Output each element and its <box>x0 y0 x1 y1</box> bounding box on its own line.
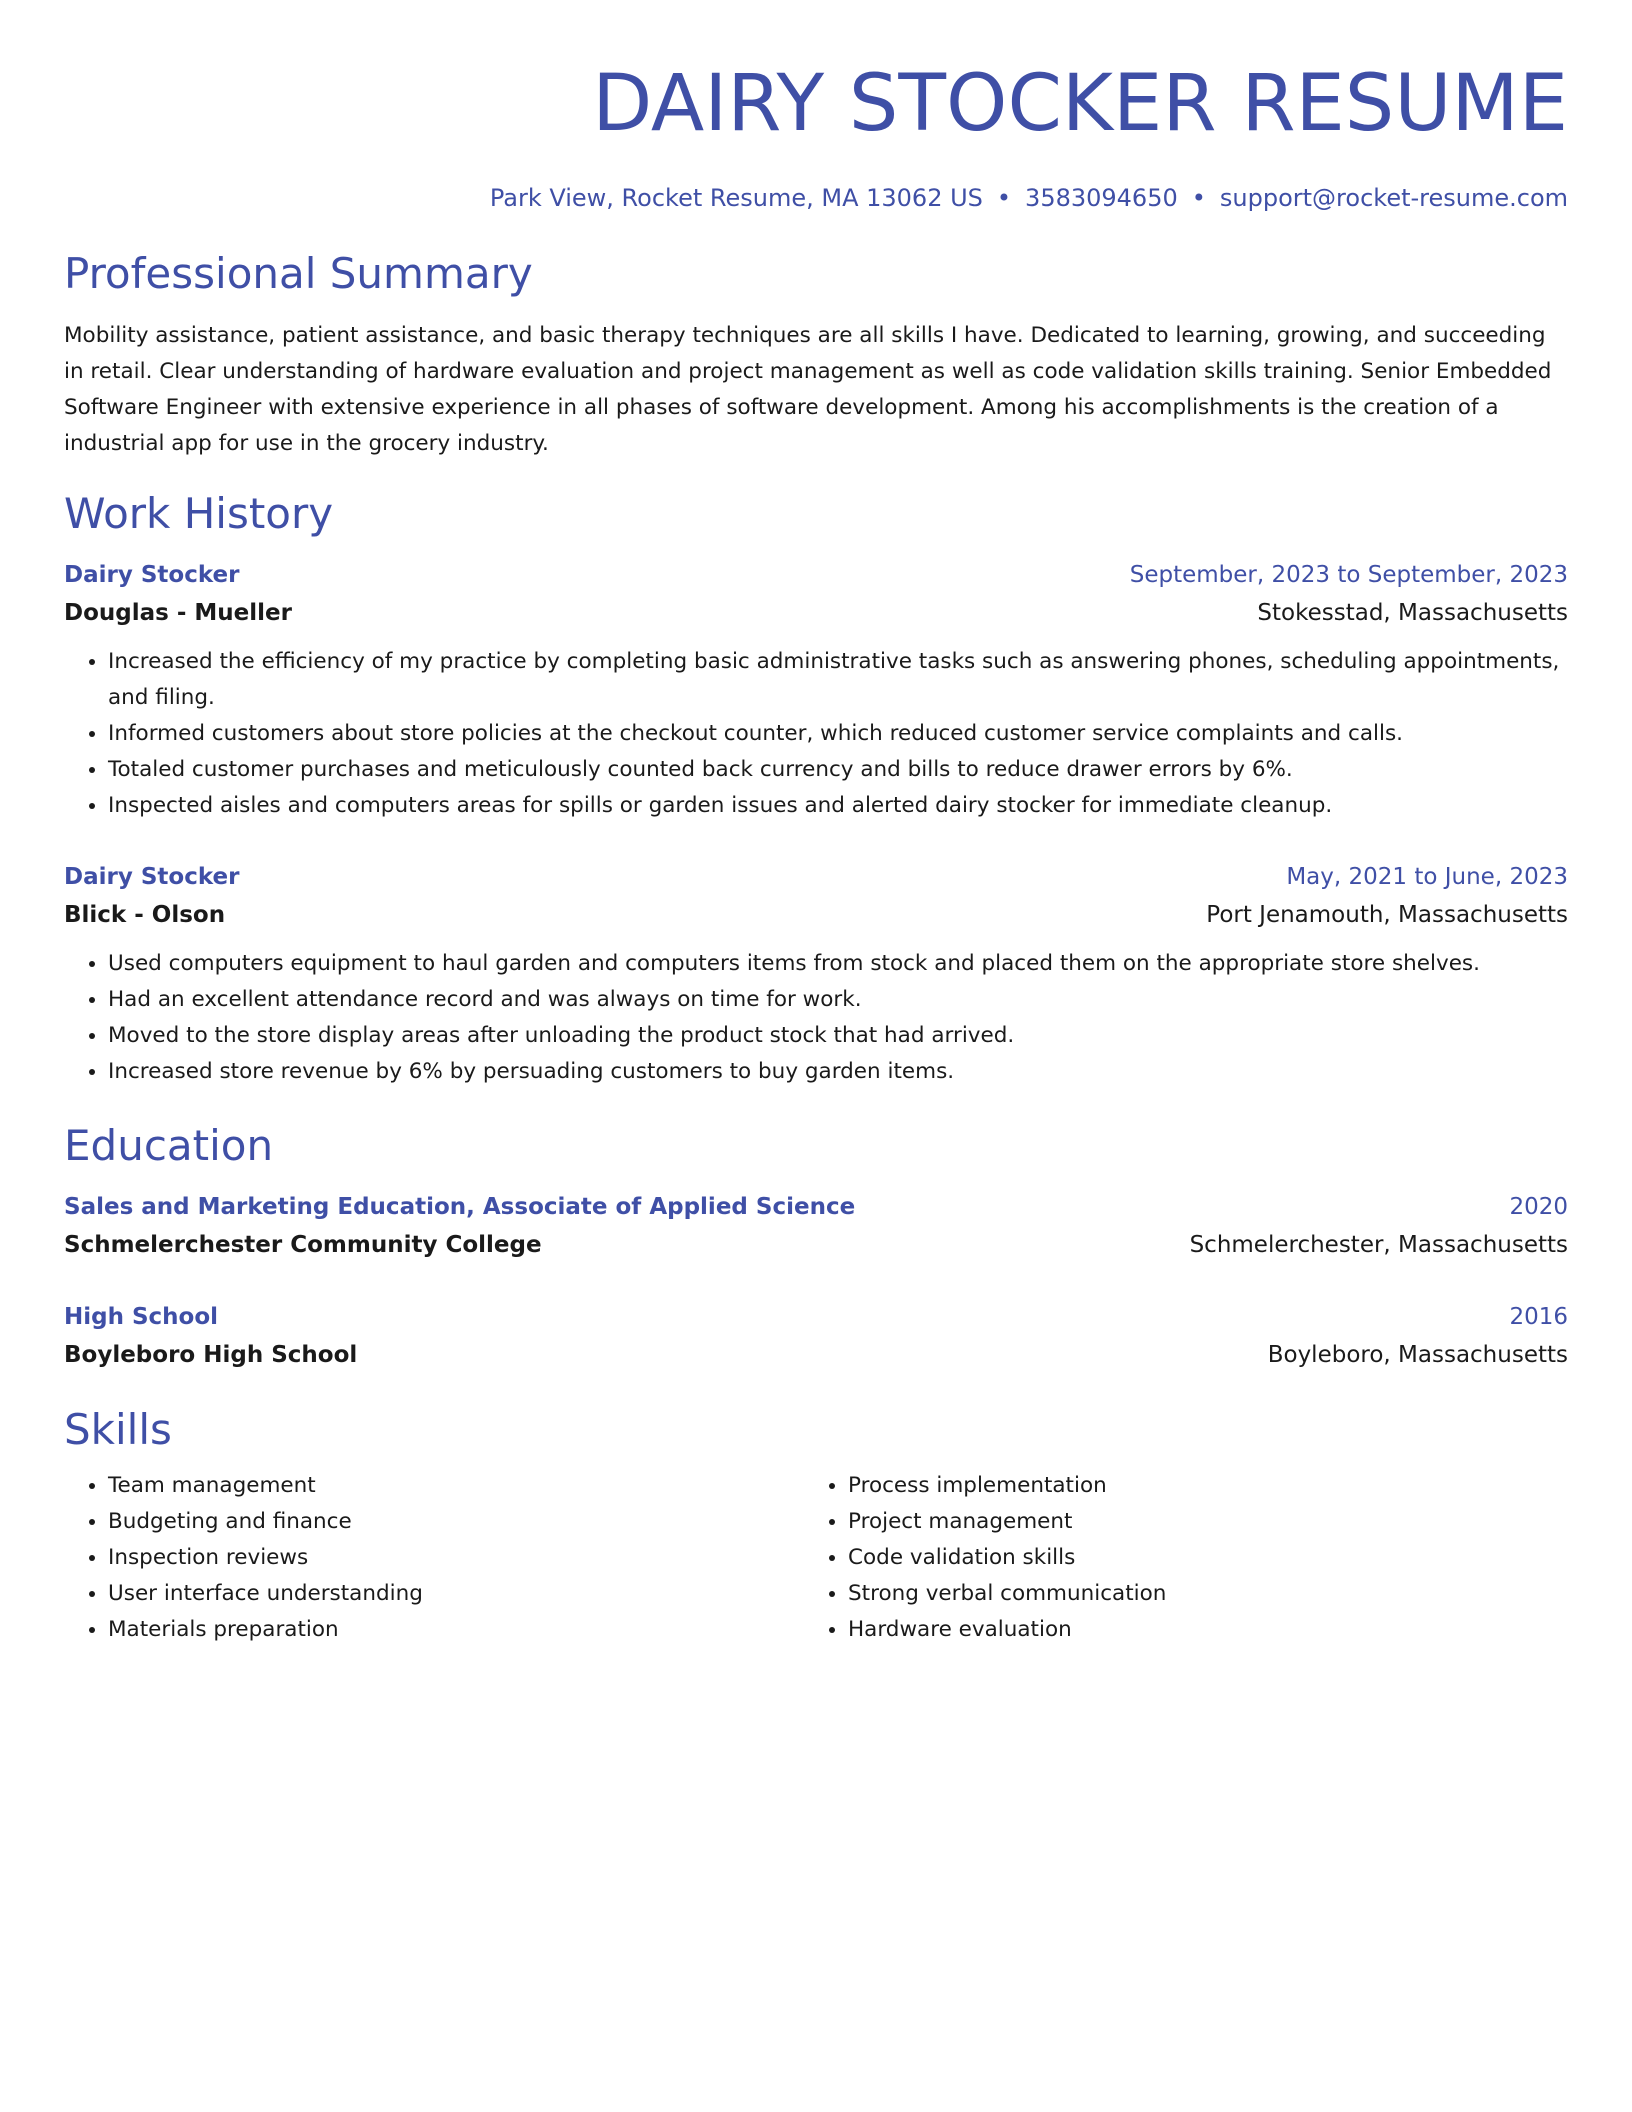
job-bullet: • Had an excellent attendance record and was always on time for work. <box>108 982 1568 1018</box>
job-bullet: • Increased store revenue by 6% by persuading customers to buy garden items. <box>108 1054 1568 1090</box>
summary-heading: Professional Summary <box>64 249 533 298</box>
job-header-row <box>64 556 1568 594</box>
job-position: Dairy Stocker <box>64 562 240 588</box>
skill-item: • Process implementation <box>848 1468 1544 1504</box>
education-location: Boyleboro, Massachusetts <box>1267 1342 1568 1368</box>
skills-heading: Skills <box>64 1405 172 1454</box>
job-entry <box>64 858 1568 1090</box>
skill-item: • Project management <box>848 1504 1544 1540</box>
contact-separator: • <box>996 184 1012 212</box>
contact-line <box>64 182 1568 214</box>
job-dates: May, 2021 to June, 2023 <box>1286 864 1568 890</box>
job-bullet: • Moved to the store display areas after unloading the product stock that had arrived. <box>108 1018 1568 1054</box>
education-school: Boyleboro High School <box>64 1342 358 1368</box>
contact-separator: • <box>1191 184 1206 212</box>
skills-list-left <box>64 1468 804 1648</box>
job-bullet: • Inspected aisles and computers areas for spills or garden issues and alerted dairy stocker for immediate cleanup. <box>108 788 1568 824</box>
job-bullet: • Increased the efficiency of my practice by completing basic administrative tasks such as answering phones, scheduling appointments, and filing. <box>108 644 1568 716</box>
job-bullet-list <box>64 644 1568 824</box>
job-bullet: • Totaled customer purchases and meticulously counted back currency and bills to reduce drawer errors by 6%. <box>108 752 1568 788</box>
job-position: Dairy Stocker <box>64 864 240 890</box>
job-company: Blick - Olson <box>64 902 226 928</box>
contact-address: Park View, Rocket Resume, MA 13062 US <box>489 184 983 212</box>
skill-item: • Strong verbal communication <box>848 1576 1544 1612</box>
skills-columns <box>64 1468 1568 1648</box>
skill-item: • Materials preparation <box>108 1612 804 1648</box>
job-dates: September, 2023 to September, 2023 <box>1129 562 1568 588</box>
education-school: Schmelerchester Community College <box>64 1232 542 1258</box>
skill-item: • Budgeting and finance <box>108 1504 804 1540</box>
education-heading: Education <box>64 1121 274 1170</box>
education-location: Schmelerchester, Massachusetts <box>1189 1232 1568 1258</box>
job-location: Port Jenamouth, Massachusetts <box>1206 902 1568 928</box>
education-year: 2016 <box>1509 1304 1568 1330</box>
education-year: 2020 <box>1509 1194 1568 1220</box>
skills-list-right <box>804 1468 1544 1648</box>
education-degree: Sales and Marketing Education, Associate of Applied Science <box>64 1194 856 1220</box>
contact-phone: 3583094650 <box>1025 184 1178 212</box>
job-location: Stokesstad, Massachusetts <box>1257 600 1568 626</box>
job-header-row <box>64 858 1568 896</box>
skill-item: • Code validation skills <box>848 1540 1544 1576</box>
education-header-row <box>64 1298 1568 1336</box>
skill-item: • User interface understanding <box>108 1576 804 1612</box>
education-school-row <box>64 1226 1568 1264</box>
job-company: Douglas - Mueller <box>64 600 292 626</box>
job-bullet-list <box>64 946 1568 1090</box>
education-school-row <box>64 1336 1568 1374</box>
job-bullet: • Informed customers about store policies at the checkout counter, which reduced customer service complaints and calls. <box>108 716 1568 752</box>
skill-item: • Team management <box>108 1468 804 1504</box>
work-history-heading: Work History <box>64 489 334 538</box>
job-entry <box>64 556 1568 824</box>
summary-text: Mobility assistance, patient assistance, and basic therapy techniques are all skills I have. Dedicated to learning, growing, and succeeding in retail. Clear understanding of hardware evaluation and project management as well as code validation skills training. Senior Embedded Software Engineer with extensive experience in all phases of software development. Among his accomplishments is the creation of a industrial app for use in the grocery industry. <box>64 323 1552 456</box>
skill-item: • Hardware evaluation <box>848 1612 1544 1648</box>
skill-item: • Inspection reviews <box>108 1540 804 1576</box>
education-header-row <box>64 1188 1568 1226</box>
contact-email: support@rocket-resume.com <box>1219 184 1568 212</box>
education-entry <box>64 1188 1568 1264</box>
education-entry <box>64 1298 1568 1374</box>
resume-header <box>64 56 1568 214</box>
resume-title: DAIRY STOCKER RESUME <box>592 59 1568 149</box>
job-bullet: • Used computers equipment to haul garden and computers items from stock and placed them on the appropriate store shelves. <box>108 946 1568 982</box>
job-company-row <box>64 896 1568 934</box>
job-company-row <box>64 594 1568 632</box>
education-degree: High School <box>64 1304 219 1330</box>
